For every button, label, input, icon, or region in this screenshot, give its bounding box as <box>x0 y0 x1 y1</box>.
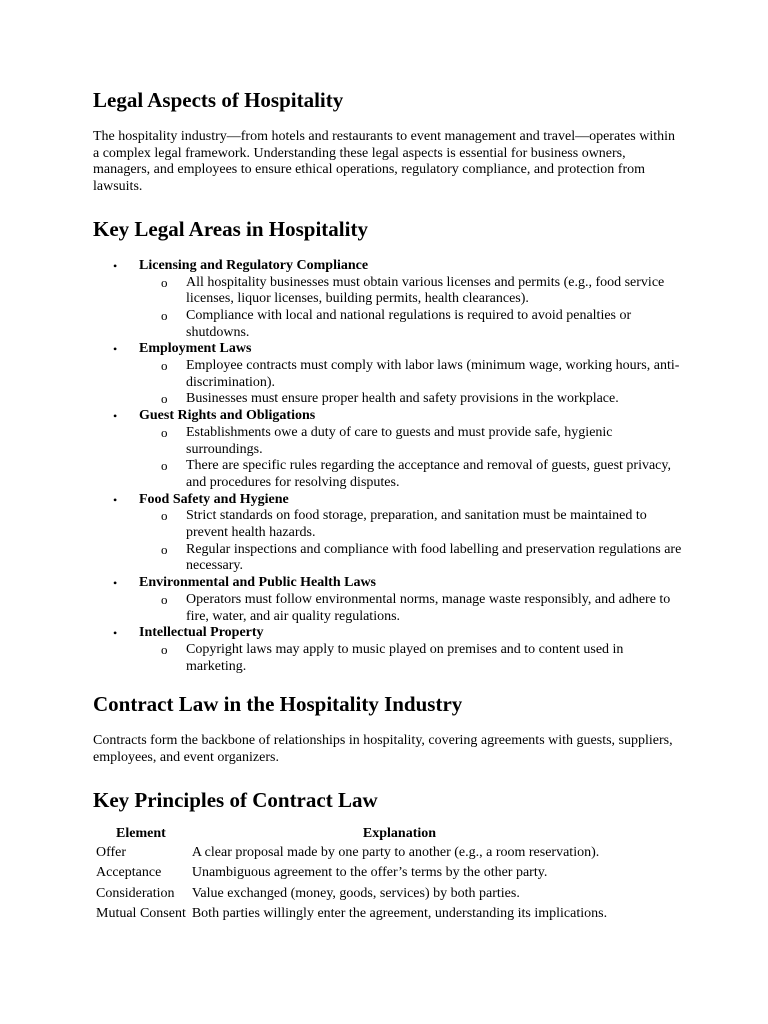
table-cell-explanation: Both parties willingly enter the agreement, understanding its implications. <box>191 906 608 922</box>
table-cell-element: Consideration <box>96 885 175 901</box>
contract-principles-table <box>93 824 610 925</box>
table-header-element: Element <box>116 825 166 841</box>
sub-list <box>139 358 683 408</box>
table-cell-explanation: A clear proposal made by one party to another (e.g., a room reservation). <box>191 844 600 860</box>
sub-list <box>139 508 683 575</box>
table-cell-explanation: Value exchanged (money, goods, services) by both parties. <box>191 885 520 901</box>
sub-list-item <box>139 592 683 625</box>
sub-list-item-text: There are specific rules regarding the acceptance and removal of guests, guest privacy, and procedures for resolving disputes. <box>186 458 671 490</box>
contract-principles-heading: Key Principles of Contract Law <box>93 787 378 812</box>
contract-law-heading: Contract Law in the Hospitality Industry <box>93 692 463 717</box>
sub-list-item <box>139 542 683 575</box>
sub-list-item <box>139 425 683 458</box>
circle-bullet-icon: o <box>161 307 168 323</box>
sub-list-item <box>139 308 683 341</box>
contract-principles-table-body <box>93 843 610 925</box>
sub-list-item-text: Compliance with local and national regulations is required to avoid penalties or shutdowns. <box>186 307 632 340</box>
circle-bullet-icon: o <box>161 541 168 557</box>
page-title: Legal Aspects of Hospitality <box>93 88 344 112</box>
circle-bullet-icon: o <box>161 508 168 524</box>
list-item <box>93 625 683 675</box>
list-item-title: Food Safety and Hygiene <box>139 491 289 507</box>
bullet-icon: • <box>113 492 118 507</box>
list-item <box>93 258 683 342</box>
circle-bullet-icon: o <box>161 391 168 407</box>
sub-list <box>139 642 683 675</box>
table-row <box>93 904 610 925</box>
sub-list-item-text: Strict standards on food storage, preparation, and sanitation must be maintained to prevent health hazards. <box>186 508 647 541</box>
list-item-title: Guest Rights and Obligations <box>139 408 316 424</box>
list-item-title: Environmental and Public Health Laws <box>139 575 377 591</box>
list-item <box>93 492 683 576</box>
bullet-icon: • <box>113 576 118 591</box>
intro-paragraph: The hospitality industry—from hotels and restaurants to event management and travel—operates within a complex legal framework. Understanding these legal aspects is essential for business owners, managers, and employees to ensure ethical operations, regulatory compliance, and protection from lawsuits. <box>93 129 676 195</box>
table-cell-element: Mutual Consent <box>96 906 186 922</box>
sub-list <box>139 425 683 492</box>
sub-list-item-text: Operators must follow environmental norms, manage waste responsibly, and adhere to fire, water, and air quality regulations. <box>186 591 671 624</box>
document-content <box>93 86 683 925</box>
circle-bullet-icon: o <box>161 591 168 607</box>
sub-list-item-text: Establishments owe a duty of care to guests and must provide safe, hygienic surroundings. <box>186 424 613 457</box>
bullet-icon: • <box>113 342 118 357</box>
table-row <box>93 884 610 905</box>
sub-list-item-text: Employee contracts must comply with labor laws (minimum wage, working hours, anti-discrimination). <box>186 358 680 390</box>
list-item-title: Employment Laws <box>139 341 252 357</box>
sub-list-item-text: Regular inspections and compliance with food labelling and preservation regulations are necessary. <box>186 541 682 574</box>
table-cell-element: Acceptance <box>96 865 162 881</box>
circle-bullet-icon: o <box>161 358 168 374</box>
table-row <box>93 863 610 884</box>
sub-list-item-text: Copyright laws may apply to music played on premises and to content used in marketing. <box>186 641 624 674</box>
circle-bullet-icon: o <box>161 424 168 440</box>
contract-law-paragraph: Contracts form the backbone of relationships in hospitality, covering agreements with guests, suppliers, employees, and event organizers. <box>93 733 673 766</box>
sub-list-item <box>139 642 683 675</box>
list-item-title: Intellectual Property <box>139 625 264 641</box>
circle-bullet-icon: o <box>161 641 168 657</box>
sub-list-item <box>139 358 683 391</box>
table-cell-element: Offer <box>96 844 127 860</box>
table-header-row <box>93 824 610 843</box>
sub-list <box>139 592 683 625</box>
list-item <box>93 575 683 625</box>
circle-bullet-icon: o <box>161 274 168 290</box>
table-row <box>93 843 610 864</box>
bullet-icon: • <box>113 409 118 424</box>
sub-list-item-text: Businesses must ensure proper health and safety provisions in the workplace. <box>186 391 619 407</box>
list-item-title: Licensing and Regulatory Compliance <box>139 257 369 273</box>
bullet-icon: • <box>113 626 118 641</box>
list-item <box>93 341 683 408</box>
list-item <box>93 408 683 492</box>
sub-list-item <box>139 458 683 491</box>
sub-list-item <box>139 275 683 308</box>
sub-list-item <box>139 391 683 408</box>
sub-list <box>139 275 683 342</box>
table-cell-explanation: Unambiguous agreement to the offer’s terms by the other party. <box>191 865 548 881</box>
bullet-icon: • <box>113 258 118 273</box>
sub-list-item-text: All hospitality businesses must obtain various licenses and permits (e.g., food service licenses, liquor licenses, building permits, health clearances). <box>186 274 665 307</box>
key-legal-areas-heading: Key Legal Areas in Hospitality <box>93 216 368 241</box>
circle-bullet-icon: o <box>161 458 168 474</box>
sub-list-item <box>139 508 683 541</box>
table-header-explanation: Explanation <box>362 825 437 841</box>
key-legal-areas-list <box>93 258 683 676</box>
